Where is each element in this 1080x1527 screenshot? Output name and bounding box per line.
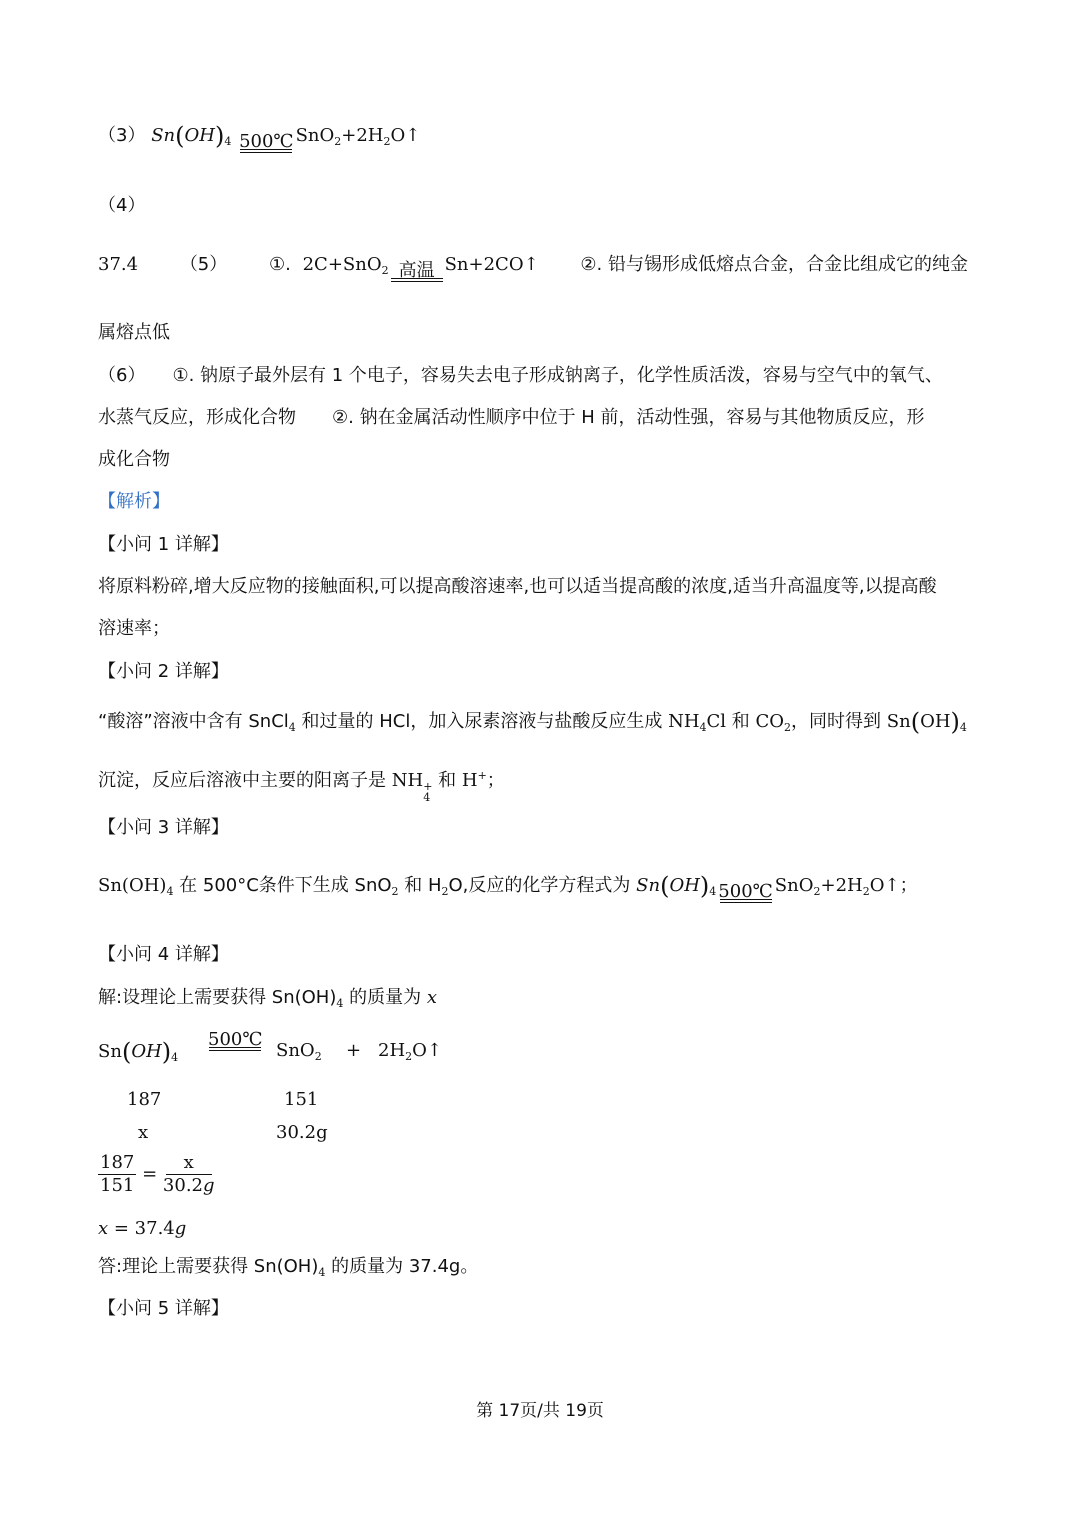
answer-3-label: （3） [98, 125, 146, 146]
reaction-condition: 高温 [391, 262, 443, 288]
q4-condition: 500℃ [208, 1029, 263, 1050]
q4-value-2: 30.2g [276, 1122, 328, 1143]
q1-text-line1: 将原料粉碎,增大反应物的接触面积,可以提高酸溶速率,也可以适当提高酸的浓度,适当升高温度等,以提高酸 [98, 576, 937, 597]
reaction-condition: 500℃ [718, 881, 773, 902]
page-footer: 第 17页/共 19页 [476, 1401, 604, 1421]
reaction-condition: 500℃ [239, 131, 294, 152]
q4-value-1: x [138, 1122, 149, 1143]
q2-title: 【小问 2 详解】 [98, 661, 229, 682]
answer-5-line: 37.4 （5） ①. 2C+SnO$_2$ 高温 Sn+2CO↑ ②. 铅与锡形成低熔点合金，合金比组成它的纯金 [98, 256, 968, 288]
gas-arrow-icon: ↑ [884, 875, 900, 896]
gas-arrow-icon: ↑ [523, 254, 539, 275]
gas-arrow-icon: ↑ [426, 1040, 443, 1061]
answer-6-line1: （6） ①. 钠原子最外层有 1 个电子，容易失去电子形成钠离子，化学性质活泼，容易与空气中的氧气、 [98, 365, 943, 386]
q4-equation: $Sn(OH)_4$ [98, 1038, 179, 1066]
q1-title: 【小问 1 详解】 [98, 534, 229, 555]
q4-answer: 答:理论上需要获得 $Sn(OH)_4$ 的质量为 37.4g。 [98, 1256, 479, 1279]
q3-title: 【小问 3 详解】 [98, 817, 229, 838]
q1-text-line2: 溶速率； [98, 618, 170, 639]
q4-title: 【小问 4 详解】 [98, 944, 229, 965]
q4-molar-mass-1: 187 [127, 1089, 162, 1110]
q5-title: 【小问 5 详解】 [98, 1298, 229, 1319]
answer-6-line3: 成化合物 [98, 449, 170, 470]
gas-arrow-icon: ↑ [405, 125, 421, 146]
analysis-heading: 【解析】 [98, 491, 170, 512]
q4-proportion: $\frac{187}{151}$ = $\frac{x}{30.2g}$ [100, 1152, 215, 1196]
answer-6-line2: 水蒸气反应，形成化合物 ②. 钠在金属活动性顺序中位于 H 前，活动性强，容易与其他物质反应，形 [98, 407, 925, 428]
q2-text-line2: 沉淀，反应后溶液中主要的阳离子是 NH + 4 和 H+； [98, 769, 505, 804]
q3-text: $Sn(OH)_4$ 在 500°C条件下生成 SnO$_2$ 和 $H_2O$,反应的化学方程式为 $Sn(OH)_4$ 500℃ $SnO_2+2H_2O↑$； [98, 874, 918, 909]
q2-text-line1: “酸溶”溶液中含有 SnCl$_4$ 和过量的 HCl，加入尿素溶液与盐酸反应生成 $NH_4Cl$ 和 $CO_2$，同时得到 $Sn(OH)_4$ [98, 708, 967, 736]
answer-4-value: 37.4 [98, 254, 139, 275]
answer-3-line: （3） $Sn(OH)_4$ 500℃ $SnO_2+2H_2O↑$ [98, 124, 420, 159]
q4-result: x = 37.4g [98, 1218, 187, 1239]
q4-setup: 解:设理论上需要获得 $Sn(OH)_4$ 的质量为 x [98, 987, 437, 1010]
q4-molar-mass-2: 151 [284, 1089, 319, 1110]
answer-5-label: （5） [179, 254, 228, 275]
answer-4-label: （4） [98, 195, 146, 216]
answer-5-continued: 属熔点低 [98, 322, 170, 343]
